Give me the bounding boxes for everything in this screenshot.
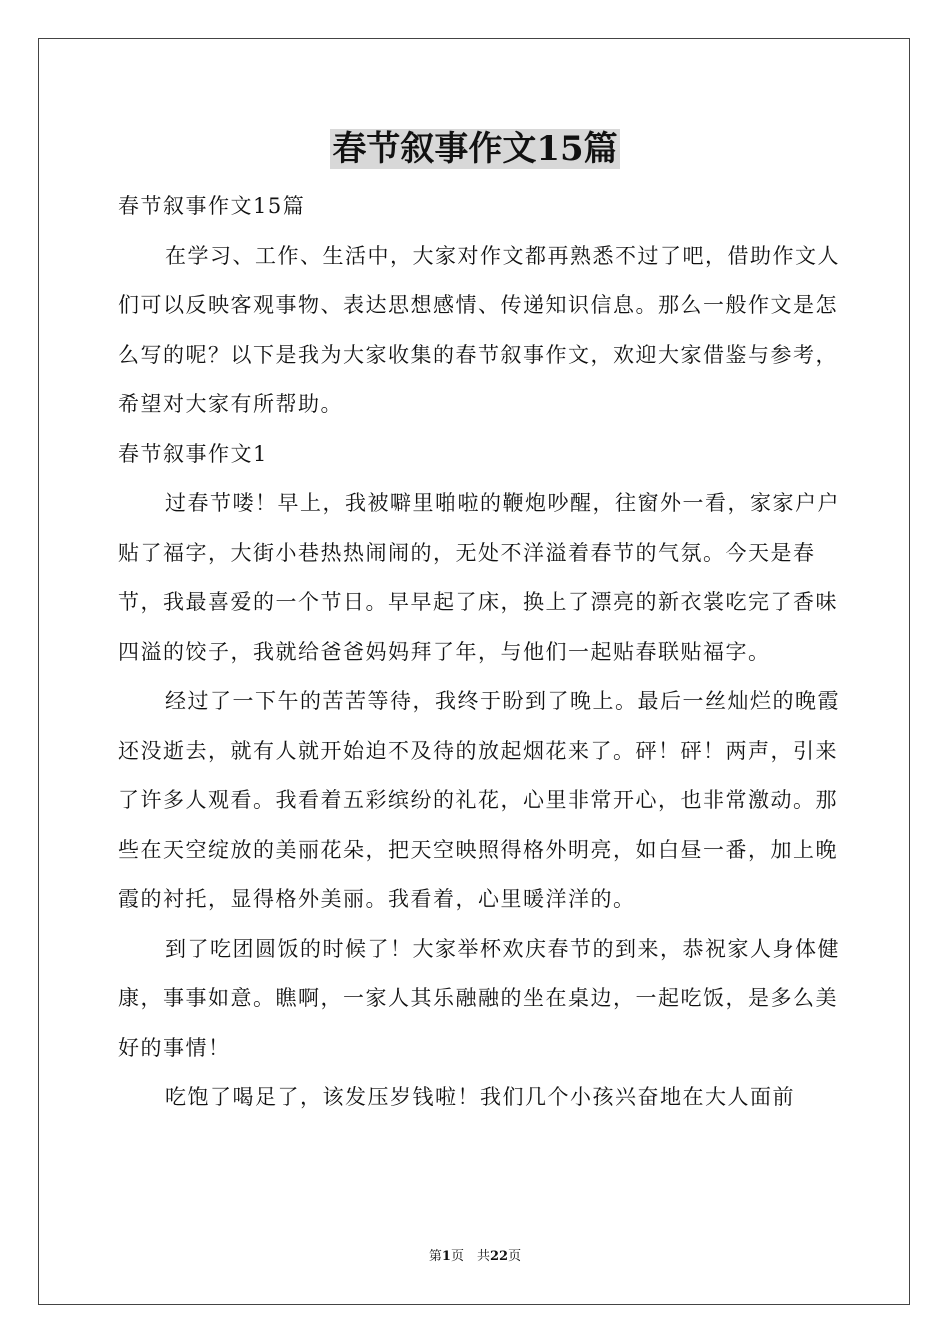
intro-paragraph: 在学习、工作、生活中，大家对作文都再熟悉不过了吧，借助作文人们可以反映客观事物、表达思想感情、传递知识信息。那么一般作文是怎么写的呢？以下是我为大家收集的春节叙事作文，欢迎大家借鉴与参考，希望对大家有所帮助。 [118, 243, 840, 416]
document-body [118, 182, 848, 1123]
document-subtitle: 春节叙事作文15篇 [118, 194, 306, 218]
body-paragraph-4: 吃饱了喝足了，该发压岁钱啦！我们几个小孩兴奋地在大人面前 [165, 1085, 795, 1109]
footer-middle: 页 共 [450, 1249, 490, 1264]
body-paragraph-1: 过春节喽！早上，我被噼里啪啦的鞭炮吵醒，往窗外一看，家家户户贴了福字，大街小巷热热闹闹的，无处不洋溢着春节的气氛。今天是春节，我最喜爱的一个节日。早早起了床，换上了漂亮的新衣裳吃完了香味四溢的饺子，我就给爸爸妈妈拜了年，与他们一起贴春联贴福字。 [118, 491, 840, 664]
body-paragraph-3: 到了吃团圆饭的时候了！大家举杯欢庆春节的到来，恭祝家人身体健康，事事如意。瞧啊，一家人其乐融融的坐在桌边，一起吃饭，是多么美好的事情！ [118, 936, 840, 1060]
section-heading: 春节叙事作文1 [118, 441, 268, 466]
footer-current-page: 1 [441, 1249, 451, 1264]
footer-suffix: 页 [508, 1249, 522, 1264]
document-title-text: 春节叙事作文15篇 [332, 129, 618, 169]
footer-total-pages: 22 [489, 1249, 509, 1264]
document-title [0, 126, 950, 172]
page-footer [0, 1247, 950, 1267]
body-paragraph-2: 经过了一下午的苦苦等待，我终于盼到了晚上。最后一丝灿烂的晚霞还没逝去，就有人就开始迫不及待的放起烟花来了。砰！砰！两声，引来了许多人观看。我看着五彩缤纷的礼花，心里非常开心，也非常激动。那些在天空绽放的美丽花朵，把天空映照得格外明亮，如白昼一番，加上晚霞的衬托，显得格外美丽。我看着，心里暖洋洋的。 [118, 689, 840, 911]
footer-prefix: 第 [428, 1249, 442, 1264]
